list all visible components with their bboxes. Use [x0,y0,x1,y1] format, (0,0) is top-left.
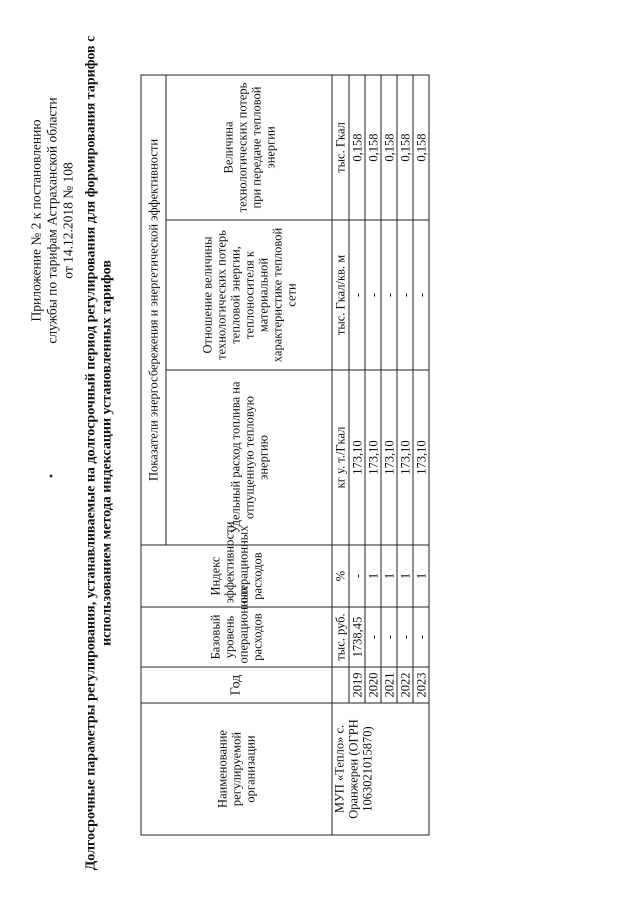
cell-ratio: - [413,220,429,370]
cell-losses: 0,158 [365,74,381,219]
cell-year: 2022 [397,667,413,703]
cell-base: - [381,607,397,667]
cell-year: 2019 [349,667,365,703]
header-loss-ratio: Отношение величины технологических потерь тепловой энергии, теплоносителя к материальной характеристике тепловой сети [166,220,332,370]
header-org: Наименование регулируемой организации [141,703,332,835]
cell-year: 2020 [365,667,381,703]
unit-base: тыс. руб. [332,607,349,667]
cell-index: 1 [381,545,397,607]
cell-base: - [397,607,413,667]
cell-base: 1738,45 [349,607,365,667]
cell-fuel: 173,10 [381,370,397,545]
cell-losses: 0,158 [381,74,397,219]
unit-ratio: тыс. Гкал/кв. м [332,220,349,370]
cell-base: - [365,607,381,667]
header-year: Год [141,667,332,703]
document-title: Долгосрочные параметры регулирования, устанавливаемые на долгосрочный период регулирования для формирования тарифов с использованием метода индексации установленных тарифов [83,35,114,870]
cell-index: 1 [397,545,413,607]
cell-fuel: 173,10 [349,370,365,545]
cell-year: 2023 [413,667,429,703]
cell-base: - [413,607,429,667]
cell-losses: 0,158 [349,74,365,219]
unit-fuel: кг у. т./Гкал [332,370,349,545]
cell-losses: 0,158 [413,74,429,219]
parameters-table [140,74,429,835]
header-base-level: Базовый уровень операционных расходов [141,607,332,667]
appendix-line: службы по тарифам Астраханской области [44,96,59,344]
cell-ratio: - [349,220,365,370]
cell-ratio: - [397,220,413,370]
cell-fuel: 173,10 [397,370,413,545]
units-row [332,74,349,834]
header-tech-losses: Величина технологических потерь при передаче тепловой энергии [166,74,332,219]
cell-index: 1 [413,545,429,607]
header-efficiency-index: Индекс эффективности операционных расходов [141,545,332,607]
cell-index: - [349,545,365,607]
cell-losses: 0,158 [397,74,413,219]
appendix-line: Приложение № 2 к постановлению [28,119,43,321]
cell-ratio: - [381,220,397,370]
unit-year-empty [332,667,349,703]
cell-index: 1 [365,545,381,607]
cell-ratio: - [365,220,381,370]
header-energy-group: Показатели энергосбережения и энергетической эффективности [141,74,166,544]
scan-speck [49,474,52,477]
unit-losses: тыс. Гкал [332,74,349,219]
header-row [141,74,166,834]
cell-year: 2021 [381,667,397,703]
organization-name: МУП «Тепло» с. Оранжереи (ОГРН 1063021015870) [332,703,429,835]
cell-fuel: 173,10 [413,370,429,545]
unit-index: % [332,545,349,607]
appendix-line: от 14.12.2018 № 108 [60,161,75,279]
appendix-note [28,55,76,385]
cell-fuel: 173,10 [365,370,381,545]
header-fuel-rate: Удельный расход топлива на отпущенную тепловую энергию [166,370,332,545]
